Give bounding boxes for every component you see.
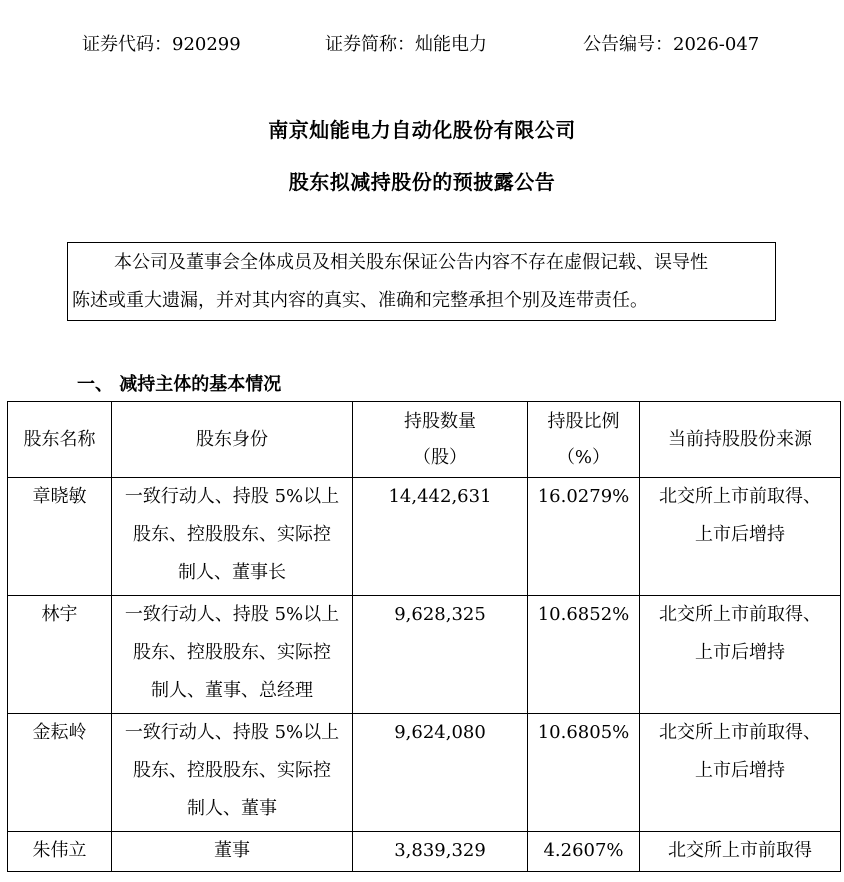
shareholders-table — [7, 401, 841, 872]
cell-source — [640, 478, 841, 596]
table-row — [8, 714, 841, 832]
header-shares-label: 持股数量 — [404, 410, 476, 432]
cell-name: 林宇 — [8, 596, 112, 714]
source-line: 北交所上市前取得、 — [659, 486, 821, 507]
header-identity: 股东身份 — [112, 402, 353, 478]
section-heading: 一、 减持主体的基本情况 — [77, 374, 282, 395]
identity-line: 董事 — [214, 840, 250, 861]
cell-source — [640, 832, 841, 872]
identity-line: 一致行动人、持股 5%以上 — [124, 604, 340, 625]
header-name: 股东名称 — [8, 402, 112, 478]
identity-line: 股东、控股股东、实际控 — [133, 760, 331, 781]
header-ratio-label: 持股比例 — [547, 410, 620, 432]
cell-shares: 9,624,080 — [353, 714, 528, 832]
cell-shares: 3,839,329 — [353, 832, 528, 872]
header-ratio — [528, 402, 640, 478]
table-row — [8, 832, 841, 872]
source-line: 北交所上市前取得、 — [659, 604, 821, 625]
cell-identity — [112, 596, 353, 714]
cell-source — [640, 714, 841, 832]
source-line: 北交所上市前取得 — [668, 840, 812, 861]
header-shares — [353, 402, 528, 478]
announcement-number: 公告编号：2026-047 — [583, 34, 760, 55]
header-shares-unit: （股） — [413, 446, 467, 468]
cell-ratio: 10.6805% — [528, 714, 640, 832]
identity-line: 制人、董事长 — [178, 562, 286, 583]
source-line: 上市后增持 — [695, 524, 785, 545]
company-title: 南京灿能电力自动化股份有限公司 — [268, 118, 576, 142]
security-code: 证券代码：920299 — [82, 34, 241, 55]
cell-name: 章晓敏 — [8, 478, 112, 596]
header-source: 当前持股股份来源 — [640, 402, 841, 478]
identity-line: 制人、董事 — [187, 798, 277, 819]
cell-identity — [112, 714, 353, 832]
identity-line: 股东、控股股东、实际控 — [133, 524, 331, 545]
table-header-row — [8, 402, 841, 478]
declaration-line-1: 本公司及董事会全体成员及相关股东保证公告内容不存在虚假记载、误导性 — [114, 252, 708, 273]
cell-ratio: 10.6852% — [528, 596, 640, 714]
cell-name: 金耘岭 — [8, 714, 112, 832]
identity-line: 股东、控股股东、实际控 — [133, 642, 331, 663]
identity-line: 一致行动人、持股 5%以上 — [124, 722, 340, 743]
source-line: 上市后增持 — [695, 642, 785, 663]
identity-line: 制人、董事、总经理 — [151, 680, 313, 701]
table-row — [8, 596, 841, 714]
declaration-box — [67, 242, 776, 321]
notice-title: 股东拟减持股份的预披露公告 — [288, 170, 556, 194]
cell-shares: 9,628,325 — [353, 596, 528, 714]
security-short-name: 证券简称：灿能电力 — [325, 34, 487, 55]
header-ratio-unit: （%） — [556, 446, 611, 468]
cell-shares: 14,442,631 — [353, 478, 528, 596]
source-line: 北交所上市前取得、 — [659, 722, 821, 743]
table-row — [8, 478, 841, 596]
source-line: 上市后增持 — [695, 760, 785, 781]
cell-ratio: 4.2607% — [528, 832, 640, 872]
cell-identity — [112, 478, 353, 596]
cell-identity — [112, 832, 353, 872]
identity-line: 一致行动人、持股 5%以上 — [124, 486, 340, 507]
cell-ratio: 16.0279% — [528, 478, 640, 596]
cell-name: 朱伟立 — [8, 832, 112, 872]
cell-source — [640, 596, 841, 714]
declaration-line-2: 陈述或重大遗漏，并对其内容的真实、准确和完整承担个别及连带责任。 — [72, 290, 648, 311]
document-header — [82, 30, 824, 56]
